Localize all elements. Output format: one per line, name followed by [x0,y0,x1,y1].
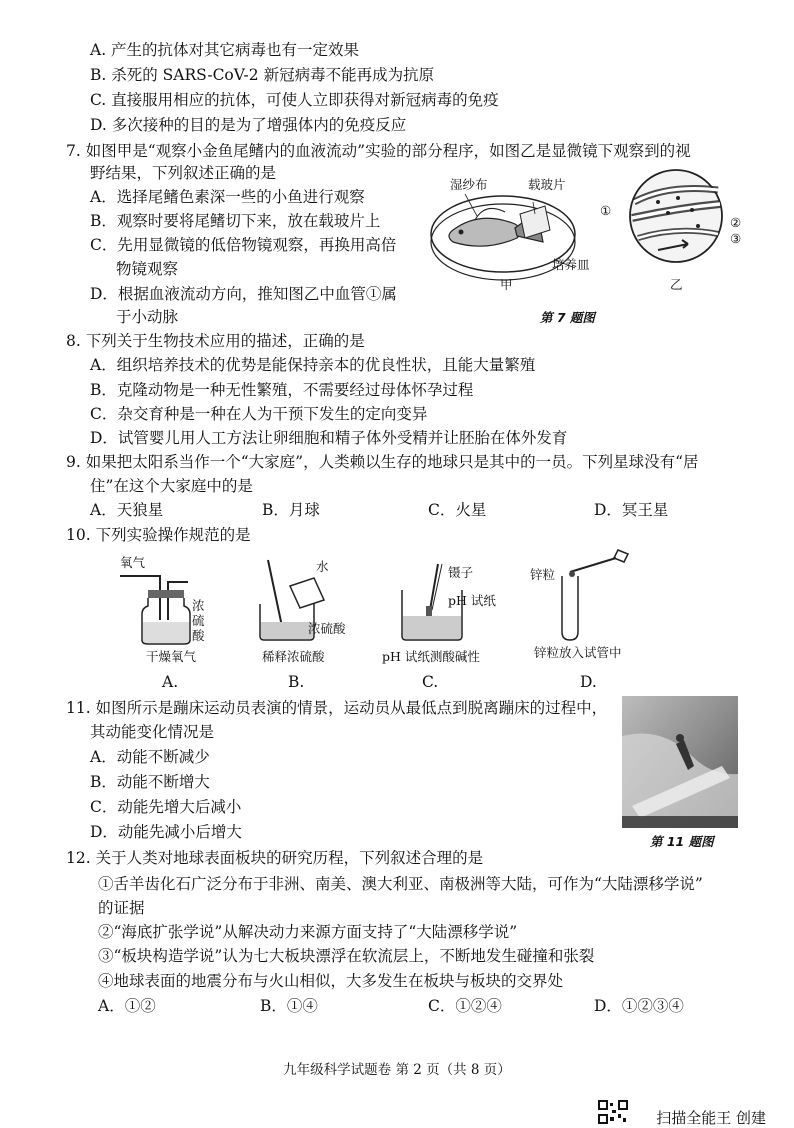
q7-stem-line1: 7. 如图甲是“观察小金鱼尾鳍内的血液流动”实验的部分程序，如图乙是显微镜下观察到的视 [66,142,691,160]
q6-option-b: B. 杀死的 SARS-CoV-2 新冠病毒不能再成为抗原 [90,66,435,84]
q9-stem-line1: 9. 如果把太阳系当作一个“大家庭”，人类赖以生存的地球只是其中的一员。下列星球没有“居 [66,453,699,471]
q10-a-letter: A. [162,673,179,691]
q12-option-a: A．①② [98,997,156,1015]
q12-statement-1-line2: 的证据 [98,899,145,917]
q7-figure-caption: 第 7 题图 [540,310,595,325]
q10-c-caption: pH 试纸测酸碱性 [382,649,480,664]
q9-option-c: C．火星 [428,501,487,519]
q12-stem: 12. 关于人类对地球表面板块的研究历程，下列叙述合理的是 [66,849,484,867]
q9-option-a: A．天狼星 [90,501,164,519]
q10-d-letter: D. [580,673,597,691]
q10-b-label-water: 水 [316,559,329,574]
q12-option-c: C．①②④ [428,997,502,1015]
q7-label-yi: 乙 [670,277,683,292]
q7-option-d-line2: 于小动脉 [116,308,179,326]
q8-option-c: C．杂交育种是一种在人为干预下发生的定向变异 [90,405,428,423]
q8-option-a: A．组织培养技术的优势是能保持亲本的优良性状，且能大量繁殖 [90,356,536,374]
q11-option-c: C．动能先增大后减小 [90,798,242,816]
q7-option-d-line1: D．根据血液流动方向，推知图乙中血管①属 [90,285,397,303]
q7-label-slide: 载玻片 [528,177,566,192]
q7-label-jia: 甲 [500,277,513,292]
q10-b-letter: B. [288,673,305,691]
q10-d-caption: 锌粒放入试管中 [534,645,622,660]
q12-option-b: B．①④ [260,997,318,1015]
q8-option-b: B．克隆动物是一种无性繁殖，不需要经过母体怀孕过程 [90,381,474,399]
q10-b-caption: 稀释浓硫酸 [262,649,325,664]
q10-d-label-zinc: 锌粒 [530,567,556,582]
q9-option-d: D．冥王星 [594,501,669,519]
q8-stem: 8. 下列关于生物技术应用的描述，正确的是 [66,332,365,350]
q7-option-c-line2: 物镜观察 [116,260,179,278]
q10-figure-a [118,560,198,650]
q7-label-wet-cloth: 湿纱布 [450,177,488,192]
q9-option-b: B．月球 [262,501,320,519]
q12-option-d: D．①②③④ [594,997,684,1015]
q7-marker-1: ① [600,203,612,218]
q7-option-b: B．观察时要将尾鳍切下来，放在载玻片上 [90,212,381,230]
q12-statement-1-line1: ①舌羊齿化石广泛分布于非洲、南美、澳大利亚、南极洲等大陆，可作为“大陆漂移学说” [98,875,703,893]
scanner-watermark: 扫描全能王 创建 [656,1109,766,1127]
q11-figure-caption: 第 11 题图 [650,834,714,849]
q10-c-label-tweezers: 镊子 [448,565,474,580]
q6-option-a: A. 产生的抗体对其它病毒也有一定效果 [90,41,360,59]
q10-figure-d [556,546,636,646]
q8-option-d: D．试管婴儿用人工方法让卵细胞和精子体外受精并让胚胎在体外发育 [90,429,568,447]
q9-stem-line2: 住”在这个大家庭中的是 [90,477,253,495]
q10-c-label-ph-paper: pH 试纸 [448,593,496,608]
q12-statement-3: ③“板块构造学说”认为七大板块漂浮在软流层上，不断地发生碰撞和张裂 [98,947,595,965]
q7-option-c-line1: C．先用显微镜的低倍物镜观察，再换用高倍 [90,236,397,254]
q10-stem: 10. 下列实验操作规范的是 [66,526,251,544]
q7-marker-2: ② [730,215,742,230]
q7-stem-line2: 野结果，下列叙述正确的是 [90,164,277,182]
q11-option-b: B．动能不断增大 [90,773,210,791]
q10-a-label-acid: 浓硫酸 [192,598,205,643]
q7-label-dish: 培养皿 [552,257,590,272]
q11-option-a: A．动能不断减少 [90,748,210,766]
q6-option-c: C. 直接服用相应的抗体，可使人立即获得对新冠病毒的免疫 [90,91,499,109]
q12-statement-4: ④地球表面的地震分布与火山相似，大多发生在板块与板块的交界处 [98,972,564,990]
q10-c-letter: C. [422,673,439,691]
q11-stem-line2: 其动能变化情况是 [90,723,215,741]
qr-code-icon [598,1100,628,1124]
page-footer: 九年级科学试题卷 第 2 页（共 8 页） [283,1062,511,1078]
q6-option-d: D. 多次接种的目的是为了增强体内的免疫反应 [90,116,407,134]
q7-marker-3: ③ [730,231,742,246]
q12-statement-2: ②“海底扩张学说”从解决动力来源方面支持了“大陆漂移学说” [98,923,518,941]
q10-b-label-acid: 浓硫酸 [308,621,346,636]
q11-option-d: D．动能先减小后增大 [90,823,242,841]
q7-figure-yi [628,160,724,272]
q11-stem-line1: 11. 如图所示是蹦床运动员表演的情景，运动员从最低点到脱离蹦床的过程中， [66,699,608,717]
q10-a-label-oxygen: 氧气 [120,555,146,570]
q10-a-caption: 干燥氧气 [146,649,197,664]
q11-trampoline-photo [622,696,738,828]
q7-option-a: A．选择尾鳍色素深一些的小鱼进行观察 [90,188,365,206]
